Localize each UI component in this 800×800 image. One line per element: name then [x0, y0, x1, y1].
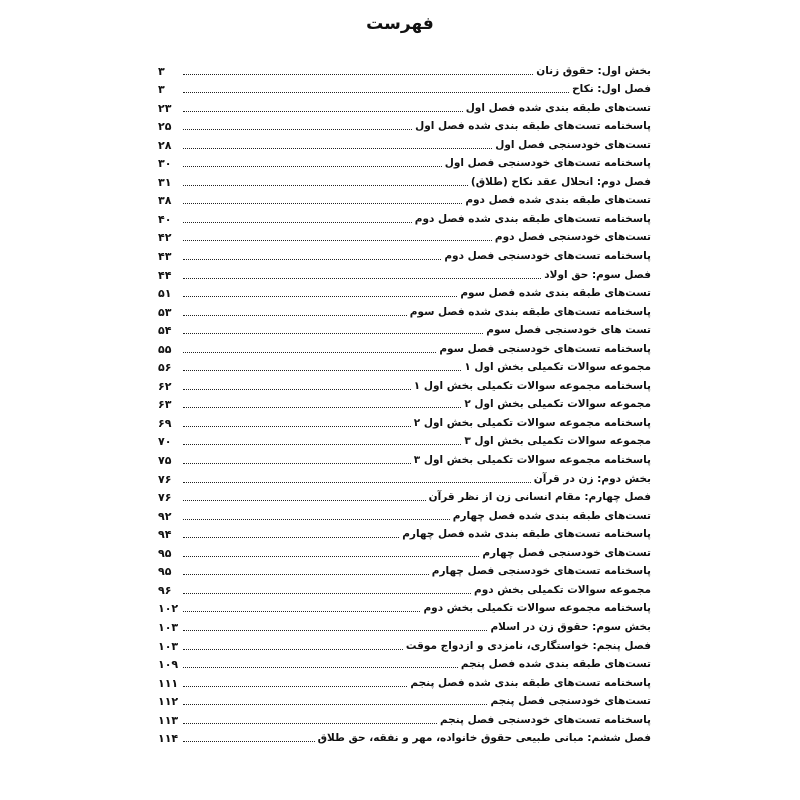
- dot-leader: [183, 519, 450, 520]
- dot-leader: [183, 667, 458, 668]
- page-title: فهرست: [366, 14, 434, 34]
- toc-page-number: ۷۰: [158, 435, 172, 449]
- toc-page-number: ۵۶: [158, 361, 172, 375]
- dot-leader: [183, 407, 461, 408]
- toc-page-number: ۳۱: [158, 175, 172, 189]
- toc-entry-row: [158, 597, 651, 616]
- toc-entry-title: تست‌های طبقه بندی شده فصل اول: [465, 101, 651, 114]
- toc-entry-title: تست‌های طبقه بندی شده فصل پنجم: [460, 658, 651, 671]
- toc-entry-row: [158, 653, 651, 672]
- toc-entry-title: پاسخنامه تست‌های خودسنجی فصل دوم: [444, 250, 651, 263]
- toc-entry-row: [158, 727, 651, 746]
- toc-entry-row: [158, 541, 651, 560]
- toc-page-number: ۵۵: [158, 342, 172, 356]
- toc-entry-title: پاسخنامه تست‌های طبقه بندی شده فصل دوم: [414, 212, 651, 225]
- toc-entry-row: [158, 523, 651, 542]
- dot-leader: [183, 444, 461, 445]
- toc-entry-title: فصل ششم: مبانی طبیعی حقوق خانواده، مهر و نفقه، حق طلاق: [317, 732, 651, 745]
- toc-page-number: ۷۵: [158, 454, 172, 468]
- dot-leader: [183, 537, 399, 538]
- toc-entry-title: پاسخنامه تست‌های طبقه بندی شده فصل سوم: [409, 305, 651, 318]
- toc-page-number: ۱۱۱: [158, 676, 179, 690]
- toc-entry-title: تست‌های طبقه بندی شده فصل دوم: [465, 194, 651, 207]
- dot-leader: [183, 166, 442, 167]
- dot-leader: [183, 686, 407, 687]
- toc-page-number: ۶۳: [158, 398, 172, 412]
- toc-entry-row: [158, 319, 651, 338]
- toc-entry-row: [158, 59, 651, 78]
- dot-leader: [183, 593, 471, 594]
- dot-leader: [183, 389, 411, 390]
- toc-entry-row: [158, 467, 651, 486]
- toc-entry-row: [158, 133, 651, 152]
- toc-entry-row: [158, 615, 651, 634]
- toc-entry-row: [158, 152, 651, 171]
- toc-page-number: ۹۶: [158, 583, 172, 597]
- toc-page-number: ۹۴: [158, 528, 172, 542]
- toc-entry-row: [158, 282, 651, 301]
- table-of-contents: [158, 59, 651, 745]
- toc-entry-title: تست‌های طبقه بندی شده فصل چهارم: [452, 509, 651, 522]
- toc-entry-row: [158, 374, 651, 393]
- toc-entry-title: پاسخنامه تست‌های طبقه بندی شده فصل چهارم: [402, 528, 651, 541]
- toc-entry-row: [158, 560, 651, 579]
- toc-entry-title: تست های خودسنجی فصل سوم: [486, 324, 651, 337]
- dot-leader: [183, 741, 315, 742]
- toc-entry-title: پاسخنامه مجموعه سوالات تکمیلی بخش اول ۱: [413, 379, 651, 392]
- toc-page-number: ۲۸: [158, 138, 172, 152]
- dot-leader: [183, 129, 412, 130]
- toc-page-number: ۲۵: [158, 120, 172, 134]
- toc-entry-row: [158, 578, 651, 597]
- dot-leader: [183, 92, 569, 93]
- dot-leader: [183, 482, 531, 483]
- dot-leader: [183, 315, 407, 316]
- toc-page-number: ۱۱۲: [158, 695, 179, 709]
- toc-entry-title: مجموعه سوالات تکمیلی بخش اول ۱: [464, 361, 651, 374]
- dot-leader: [183, 259, 441, 260]
- dot-leader: [183, 370, 461, 371]
- toc-page-number: ۱۰۳: [158, 620, 179, 634]
- toc-page-number: ۹۲: [158, 509, 172, 523]
- toc-entry-title: مجموعه سوالات تکمیلی بخش دوم: [474, 583, 651, 596]
- toc-entry-row: [158, 244, 651, 263]
- toc-entry-row: [158, 634, 651, 653]
- toc-entry-title: پاسخنامه مجموعه سوالات تکمیلی بخش اول ۳: [413, 454, 651, 467]
- toc-page-number: ۹۵: [158, 565, 172, 579]
- toc-entry-title: پاسخنامه تست‌های طبقه بندی شده فصل پنجم: [410, 676, 651, 689]
- toc-page-number: ۱۰۲: [158, 602, 179, 616]
- toc-entry-row: [158, 356, 651, 375]
- dot-leader: [183, 333, 483, 334]
- toc-entry-row: [158, 430, 651, 449]
- dot-leader: [183, 574, 429, 575]
- toc-page-number: ۴۲: [158, 231, 172, 245]
- toc-entry-row: [158, 115, 651, 134]
- toc-entry-title: تست‌های خودسنجی فصل چهارم: [482, 546, 651, 559]
- toc-entry-row: [158, 170, 651, 189]
- toc-page-number: ۴۴: [158, 268, 172, 282]
- toc-entry-title: تست‌های خودسنجی فصل پنجم: [490, 695, 651, 708]
- dot-leader: [183, 704, 487, 705]
- toc-page-number: ۵۱: [158, 287, 172, 301]
- toc-page-number: ۷۶: [158, 491, 172, 505]
- toc-entry-title: پاسخنامه تست‌های طبقه بندی شده فصل اول: [415, 120, 651, 133]
- toc-entry-row: [158, 337, 651, 356]
- toc-entry-title: تست‌های طبقه بندی شده فصل سوم: [460, 287, 651, 300]
- toc-entry-title: پاسخنامه تست‌های خودسنجی فصل اول: [444, 157, 651, 170]
- toc-entry-title: فصل پنجم: خواستگاری، نامزدی و ازدواج موقت: [405, 639, 651, 652]
- toc-page-number: ۵۴: [158, 324, 172, 338]
- dot-leader: [183, 556, 479, 557]
- toc-page-number: ۳۸: [158, 194, 172, 208]
- toc-page-number: ۱۱۳: [158, 713, 179, 727]
- toc-entry-row: [158, 226, 651, 245]
- toc-page-number: ۱۰۳: [158, 639, 179, 653]
- dot-leader: [183, 296, 457, 297]
- toc-entry-title: فصل چهارم: مقام انسانی زن از نظر قرآن: [428, 491, 651, 504]
- toc-entry-title: مجموعه سوالات تکمیلی بخش اول ۲: [464, 398, 651, 411]
- toc-entry-row: [158, 708, 651, 727]
- dot-leader: [183, 278, 541, 279]
- toc-entry-row: [158, 300, 651, 319]
- toc-entry-row: [158, 207, 651, 226]
- dot-leader: [183, 74, 533, 75]
- toc-entry-title: پاسخنامه تست‌های خودسنجی فصل سوم: [439, 342, 651, 355]
- toc-page-number: ۴۰: [158, 212, 172, 226]
- toc-page-number: ۹۵: [158, 546, 172, 560]
- dot-leader: [183, 630, 487, 631]
- dot-leader: [183, 185, 468, 186]
- toc-page-number: ۱۱۴: [158, 732, 179, 746]
- toc-entry-row: [158, 263, 651, 282]
- toc-page-number: ۷۶: [158, 472, 172, 486]
- dot-leader: [183, 463, 411, 464]
- toc-entry-title: تست‌های خودسنجی فصل دوم: [494, 231, 651, 244]
- toc-entry-row: [158, 671, 651, 690]
- dot-leader: [183, 352, 436, 353]
- dot-leader: [183, 222, 412, 223]
- toc-entry-title: پاسخنامه مجموعه سوالات تکمیلی بخش اول ۲: [413, 416, 651, 429]
- dot-leader: [183, 500, 426, 501]
- toc-page-number: ۶۹: [158, 416, 172, 430]
- toc-page-number: ۶۲: [158, 379, 172, 393]
- toc-entry-title: فصل اول: نکاح: [572, 83, 651, 96]
- toc-page-number: ۲۳: [158, 101, 172, 115]
- toc-page-number: ۳: [158, 64, 165, 78]
- dot-leader: [183, 203, 462, 204]
- toc-entry-title: بخش سوم: حقوق زن در اسلام: [490, 620, 651, 633]
- toc-page-number: ۱۰۹: [158, 658, 179, 672]
- toc-entry-row: [158, 448, 651, 467]
- toc-entry-row: [158, 393, 651, 412]
- toc-entry-row: [158, 78, 651, 97]
- toc-entry-title: مجموعه سوالات تکمیلی بخش اول ۳: [464, 435, 651, 448]
- dot-leader: [183, 111, 463, 112]
- toc-page-number: ۳۰: [158, 157, 172, 171]
- toc-entry-title: پاسخنامه تست‌های خودسنجی فصل پنجم: [439, 713, 651, 726]
- toc-entry-row: [158, 411, 651, 430]
- dot-leader: [183, 426, 411, 427]
- toc-entry-title: بخش دوم: زن در قرآن: [533, 472, 651, 485]
- toc-entry-title: پاسخنامه تست‌های خودسنجی فصل چهارم: [431, 565, 651, 578]
- toc-page-number: ۴۳: [158, 250, 172, 264]
- dot-leader: [183, 611, 420, 612]
- dot-leader: [183, 649, 403, 650]
- toc-entry-title: پاسخنامه مجموعه سوالات تکمیلی بخش دوم: [423, 602, 651, 615]
- toc-page-number: ۳: [158, 83, 165, 97]
- toc-entry-title: فصل دوم: انحلال عقد نکاح (طلاق): [470, 175, 651, 188]
- dot-leader: [183, 148, 492, 149]
- toc-entry-title: تست‌های خودسنجی فصل اول: [495, 138, 651, 151]
- dot-leader: [183, 723, 437, 724]
- toc-entry-row: [158, 690, 651, 709]
- toc-entry-title: بخش اول: حقوق زنان: [536, 64, 651, 77]
- toc-entry-row: [158, 486, 651, 505]
- toc-entry-row: [158, 504, 651, 523]
- toc-entry-title: فصل سوم: حق اولاد: [544, 268, 651, 281]
- dot-leader: [183, 240, 492, 241]
- toc-entry-row: [158, 96, 651, 115]
- toc-page-number: ۵۳: [158, 305, 172, 319]
- toc-entry-row: [158, 189, 651, 208]
